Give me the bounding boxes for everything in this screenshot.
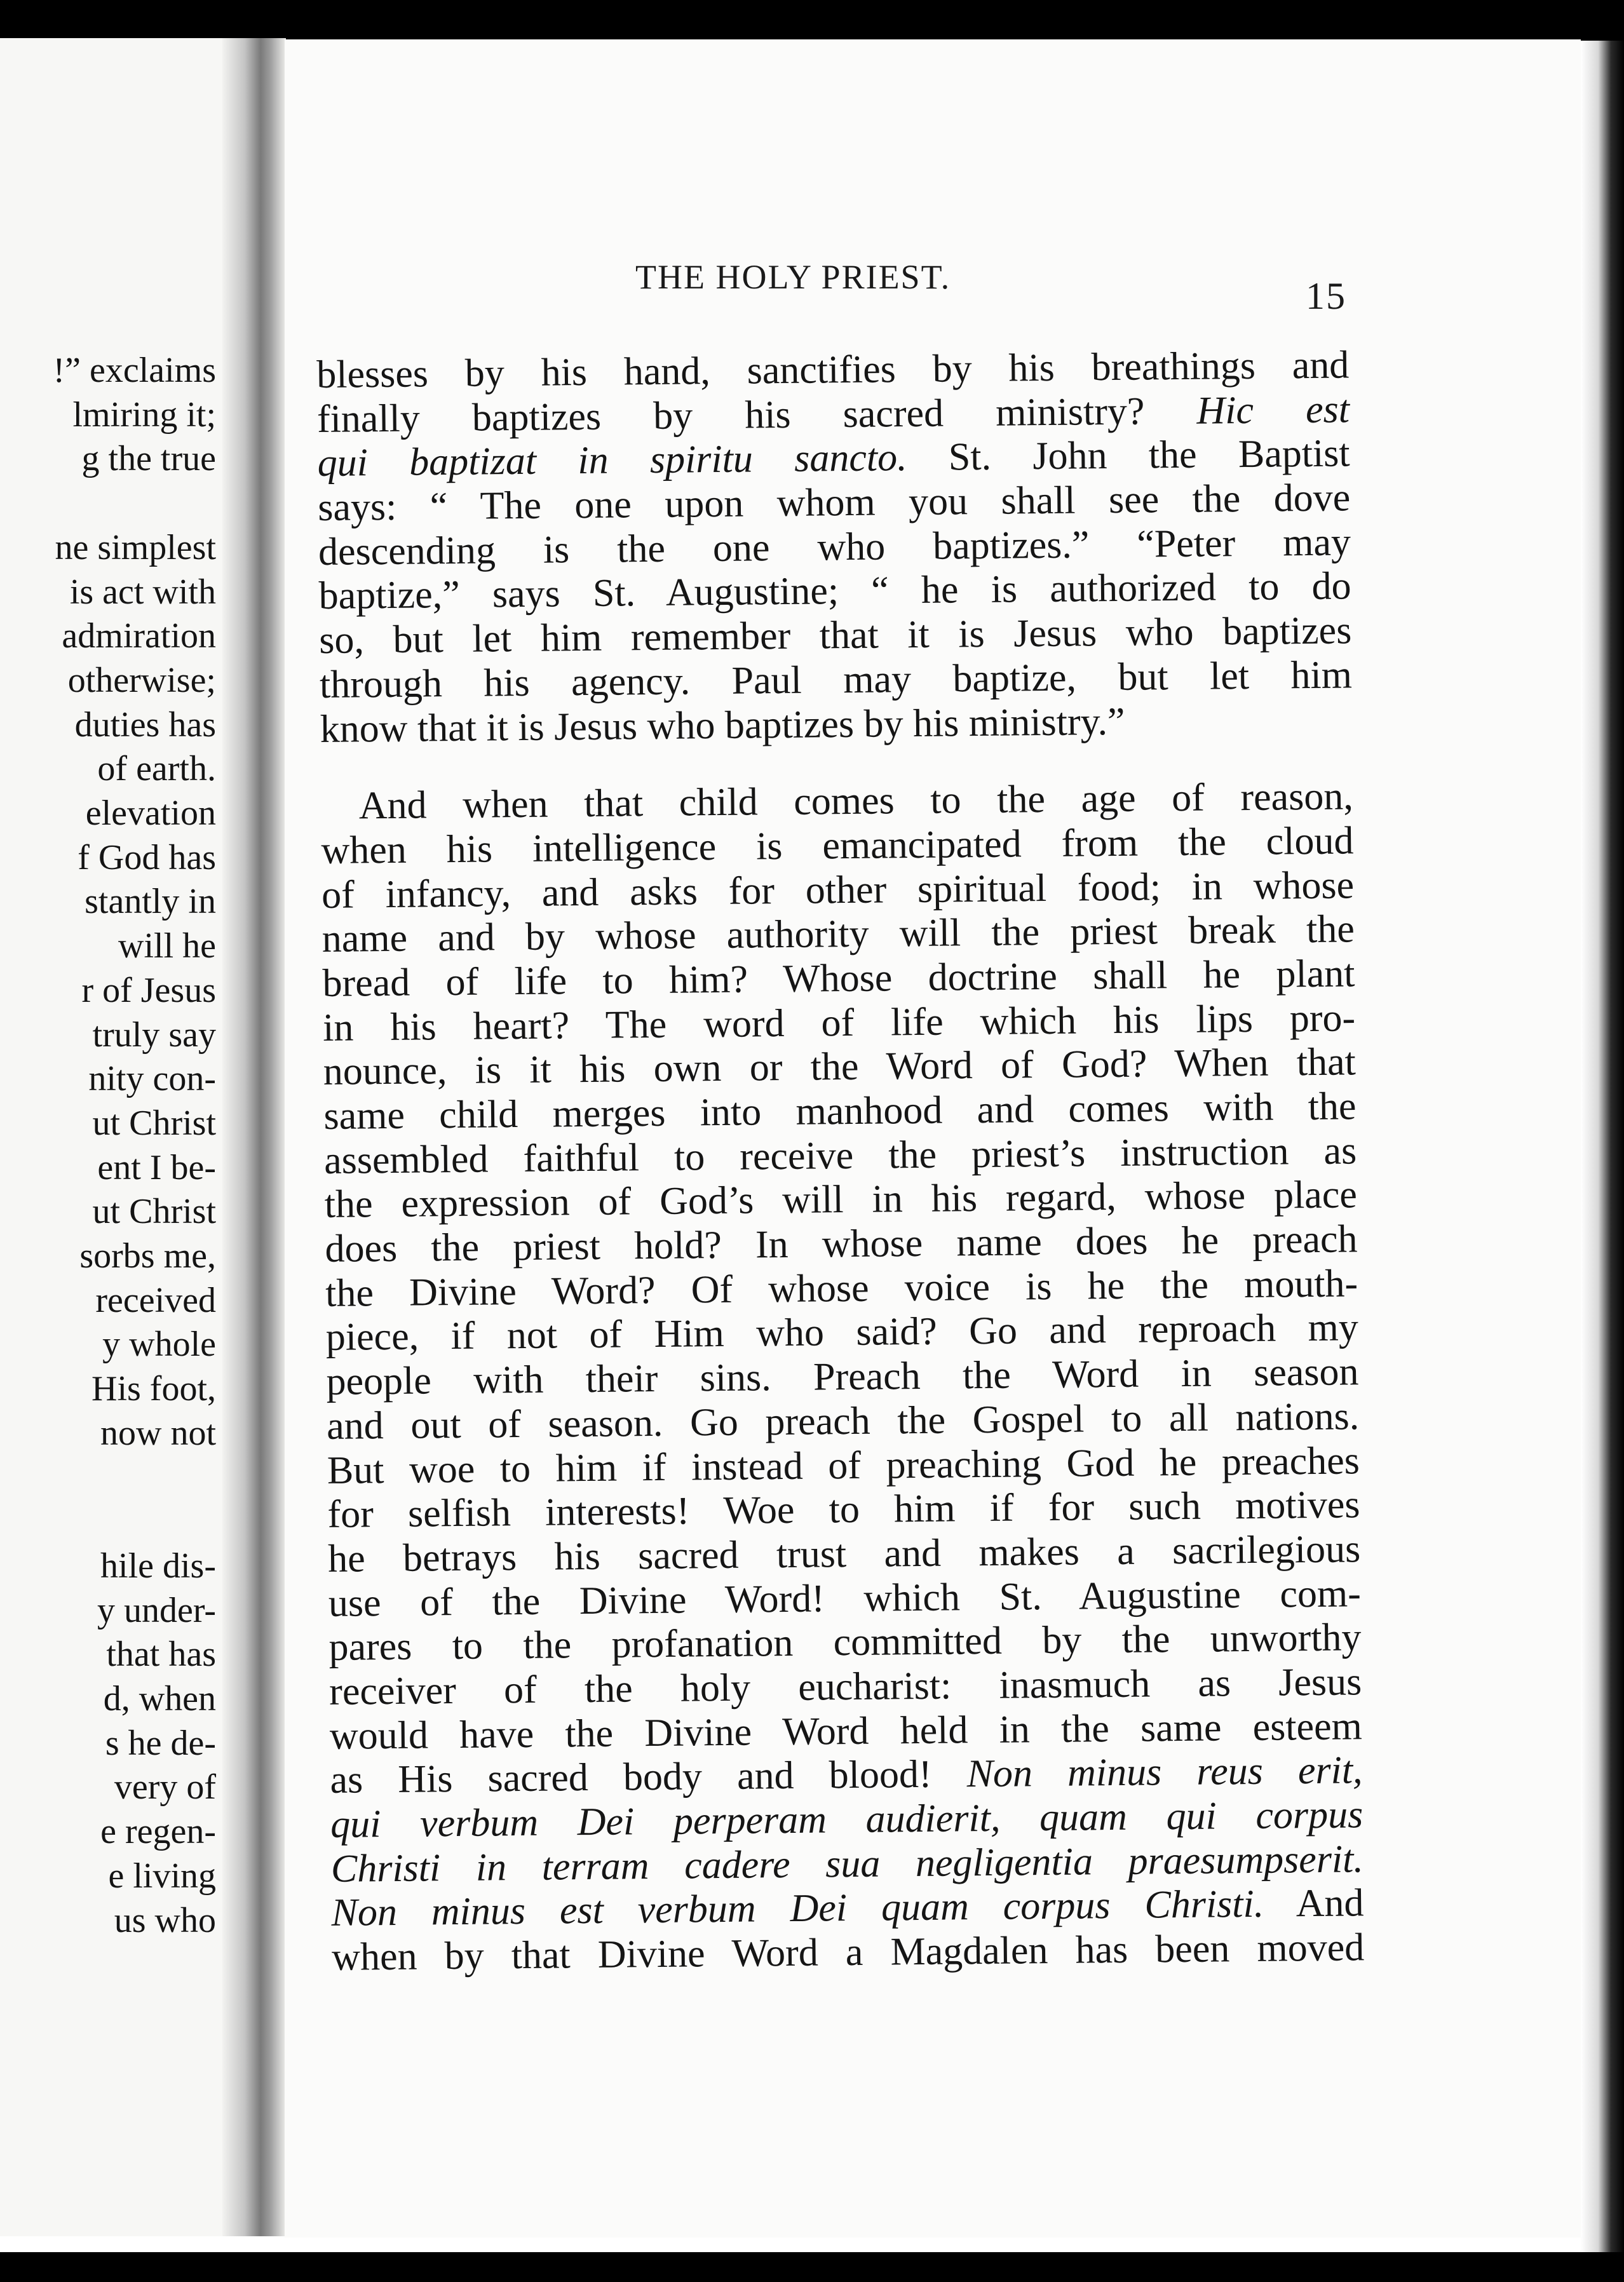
left-page-fragment: is act with bbox=[69, 572, 216, 612]
paragraph-1 bbox=[316, 343, 1353, 752]
left-page-fragment: sorbs me, bbox=[79, 1236, 216, 1276]
text-line: people with their sins. Preach the Word in season bbox=[326, 1350, 1359, 1404]
left-page-fragment: hile dis- bbox=[100, 1546, 216, 1586]
text-line: assembled faithful to receive the priest’s instruction as bbox=[323, 1129, 1357, 1182]
left-page-fragment: !” exclaims bbox=[53, 351, 216, 390]
left-page-fragment: ent I be- bbox=[97, 1147, 216, 1187]
text-span: And bbox=[1263, 1881, 1364, 1926]
text-line: through his agency. Paul may baptize, but let him bbox=[319, 653, 1353, 706]
text-line: would have the Divine Word held in the same esteem bbox=[329, 1704, 1363, 1758]
left-page-fragment: duties has bbox=[74, 705, 216, 745]
left-page-fragment: that has bbox=[106, 1635, 216, 1675]
text-line: nounce, is it his own or the Word of God? When that bbox=[323, 1040, 1357, 1094]
left-page-fragment: e living bbox=[108, 1856, 216, 1896]
left-page-fragment: now not bbox=[100, 1413, 216, 1453]
text-line: same child merges into manhood and comes with the bbox=[323, 1084, 1357, 1138]
text-line: he betrays his sacred trust and makes a sacrilegious bbox=[327, 1527, 1361, 1581]
latin-phrase: Non minus reus erit, bbox=[966, 1748, 1363, 1796]
left-page-fragment: f God has bbox=[78, 837, 216, 877]
text-span: finally baptizes by his sacred ministry? bbox=[316, 389, 1197, 441]
left-page-fragment: admiration bbox=[62, 616, 216, 656]
text-line: the expression of God’s will in his regard, whose place bbox=[324, 1173, 1358, 1227]
left-page-fragment: ut Christ bbox=[92, 1103, 216, 1143]
text-line: says: “ The one upon whom you shall see the dove bbox=[318, 476, 1351, 530]
text-line: baptize,” says St. Augustine; “ he is authorized to do bbox=[318, 564, 1351, 618]
left-page-fragment: s he de- bbox=[105, 1723, 216, 1763]
scan-border-bottom bbox=[0, 2252, 1624, 2282]
text-line: of infancy, and asks for other spiritual food; in whose bbox=[321, 863, 1355, 917]
paragraph-2-latin bbox=[330, 1749, 1364, 1980]
left-page-fragment: lmiring it; bbox=[72, 395, 216, 435]
text-line: bread of life to him? Whose doctrine shall he plant bbox=[322, 952, 1355, 1005]
text-line: pares to the profanation committed by the unworthy bbox=[328, 1616, 1362, 1670]
text-line: But woe to him if instead of preaching God he preaches bbox=[327, 1438, 1360, 1492]
text-line: when by that Divine Word a Magdalen has been moved bbox=[331, 1926, 1365, 1979]
left-page-fragment: truly say bbox=[92, 1015, 216, 1055]
left-page-fragment: otherwise; bbox=[67, 660, 216, 700]
book-gutter bbox=[222, 38, 286, 2236]
left-page-fragment: of earth. bbox=[97, 749, 216, 789]
text-line: blesses by his hand, sanctifies by his breathings and bbox=[316, 343, 1350, 396]
text-line: when his intelligence is emancipated from the cloud bbox=[321, 819, 1354, 872]
left-page-fragment: stantly in bbox=[85, 882, 216, 922]
left-page-fragment: very of bbox=[114, 1767, 216, 1807]
left-page-fragment: us who bbox=[114, 1900, 216, 1940]
body-text bbox=[316, 343, 1365, 1980]
text-line: in his heart? The word of life which his lips pro- bbox=[322, 996, 1356, 1050]
scan-border-top bbox=[0, 0, 1624, 41]
left-page-fragment: d, when bbox=[103, 1679, 216, 1718]
latin-phrase: qui verbum Dei perperam audierit, quam qui corpus bbox=[330, 1793, 1363, 1846]
left-page-fragment: ne simplest bbox=[55, 527, 216, 567]
text-line: receiver of the holy eucharist: inasmuch as Jesus bbox=[328, 1660, 1362, 1713]
left-page-fragment: y whole bbox=[102, 1325, 216, 1365]
text-line: the Divine Word? Of whose voice is he the mouth- bbox=[325, 1262, 1358, 1315]
left-page-fragment: will he bbox=[118, 926, 216, 966]
text-span: as His sacred body and blood! bbox=[330, 1752, 967, 1802]
left-page-fragment: His foot, bbox=[91, 1369, 216, 1409]
text-line: piece, if not of Him who said? Go and reproach my bbox=[325, 1306, 1359, 1360]
latin-phrase: Christi in terram cadere sua negligentia praesumpserit. bbox=[330, 1837, 1364, 1891]
text-line: use of the Divine Word! which St. Augustine com- bbox=[328, 1571, 1362, 1625]
latin-phrase: Hic est bbox=[1196, 388, 1350, 433]
text-line: for selfish interests! Woe to him if for such motives bbox=[327, 1483, 1360, 1537]
paragraph-2 bbox=[321, 775, 1363, 1759]
left-page-fragment: elevation bbox=[85, 793, 216, 833]
left-page-fragment: received bbox=[95, 1280, 216, 1320]
left-page-fragment: g the true bbox=[81, 439, 216, 479]
text-line: and out of season. Go preach the Gospel to all nations. bbox=[326, 1394, 1360, 1448]
latin-phrase: qui baptizat in spiritu sancto. bbox=[317, 435, 949, 485]
left-page-fragment: r of Jesus bbox=[81, 970, 216, 1010]
left-page-fragment: e regen- bbox=[100, 1812, 216, 1852]
left-page-fragment: y under- bbox=[97, 1590, 216, 1630]
text-line: descending is the one who baptizes.” “Peter may bbox=[318, 520, 1351, 574]
text-line: does the priest hold? In whose name does he preach bbox=[325, 1217, 1358, 1271]
page-edge-shadow bbox=[1581, 41, 1624, 2252]
text-line: name and by whose authority will the priest break the bbox=[321, 907, 1355, 961]
page-number: 15 bbox=[1306, 275, 1346, 317]
text-line: so, but let him remember that it is Jesus who baptizes bbox=[319, 609, 1352, 663]
running-head: THE HOLY PRIEST. bbox=[635, 258, 951, 296]
text-line: And when that child comes to the age of reason, bbox=[358, 774, 1354, 828]
latin-phrase: Non minus est verbum Dei quam corpus Christi. bbox=[331, 1882, 1264, 1935]
text-span: St. John the Baptist bbox=[948, 431, 1350, 479]
text-line: know that it is Jesus who baptizes by his ministry.” bbox=[320, 699, 1125, 751]
left-page-fragment: ut Christ bbox=[92, 1192, 216, 1232]
left-page-fragment: nity con- bbox=[88, 1059, 216, 1099]
